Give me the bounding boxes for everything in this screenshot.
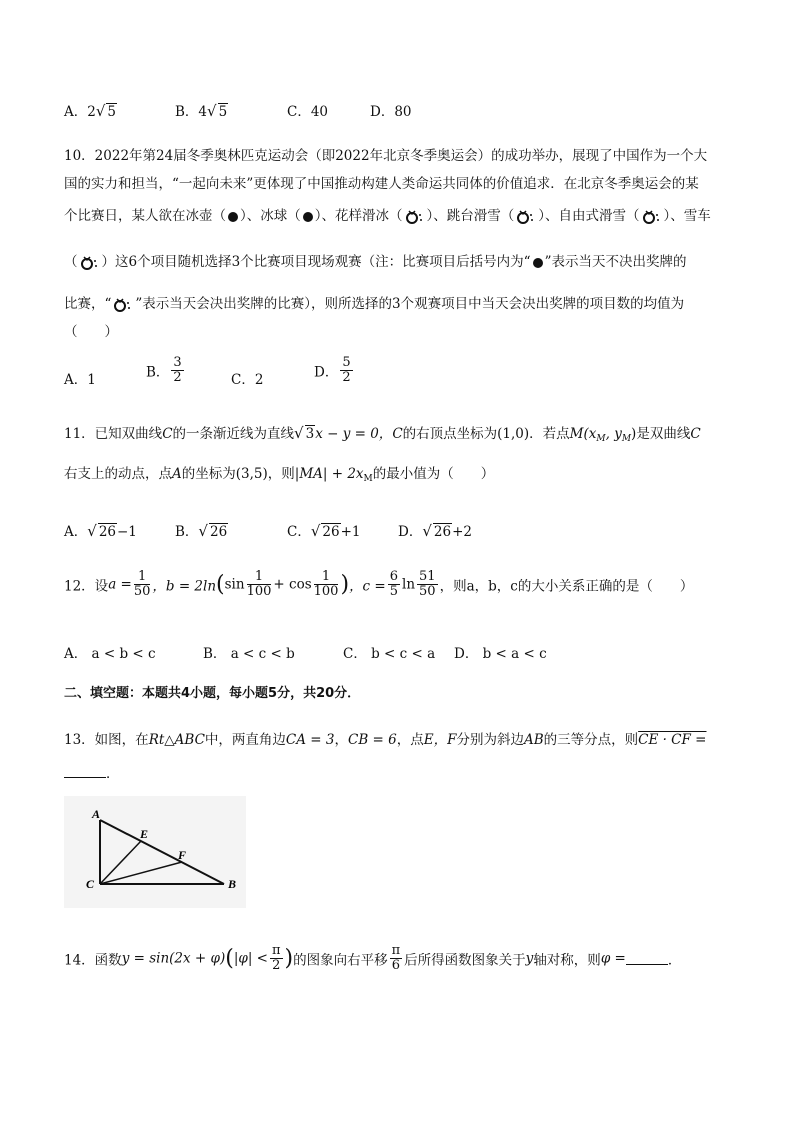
q12-option-c: C． b < c < a xyxy=(343,646,436,662)
no-medal-dot-icon xyxy=(228,212,238,222)
label-B: B xyxy=(228,877,237,891)
q12-option-d: D． b < a < c xyxy=(454,646,547,662)
q13-line-2: ． xyxy=(64,762,734,782)
q11-line-2: 右支上的动点，点A的坐标为(3,5)，则$|MA| + 2x_M$的最小值为（ ） xyxy=(64,466,495,484)
q11-option-a: A．√ 26−1 xyxy=(64,522,137,540)
medal-icon xyxy=(113,297,133,313)
q9-option-c: C．40 xyxy=(287,104,329,120)
q10-option-d: D． $\frac{5}{2}$ xyxy=(314,355,351,385)
q11-option-c: C．√ 26+1 xyxy=(287,522,361,540)
q12-option-a: A． a < b < c xyxy=(64,646,156,662)
q12-line: 12．设a = $\frac{1}{50}$ ，b = 2ln(sin $\frac{1}{100}$ + cos $\frac{1}{100}$ )，c = $\frac{6}{5}$ ln $\frac{51}{50}$ ，则a，b，c的大小关系正确的是（ ） xyxy=(64,569,694,599)
q10-line-2: 国的实力和担当，“一起向未来”更体现了中国推动构建人类命运共同体的价值追求．在北京冬季奥运会的某 xyxy=(64,176,699,192)
medal-icon xyxy=(516,209,536,225)
answer-blank xyxy=(626,952,668,965)
medal-icon xyxy=(642,209,662,225)
q10-line-6: （ ） xyxy=(64,324,118,340)
q10-line-5: 比赛，“ ”表示当天会决出奖牌的比赛），则所选择的3个观赛项目中当天会决出奖牌的项目数的均值为 xyxy=(64,296,685,312)
q13-line-1: 13．如图，在Rt△ABC中，两直角边CA = 3，CB = 6，点E，F分别为斜边AB的三等分点，则CE · CF = xyxy=(64,732,707,748)
q13-triangle-figure xyxy=(64,796,246,908)
q10-line-3: 个比赛日，某人欲在冰壶（ ）、冰球（ ）、花样滑冰（ ）、跳台滑雪（ ）、自由式滑雪（ ）、雪车 xyxy=(64,208,711,224)
medal-icon xyxy=(405,209,425,225)
q9-option-b: B．4√ 5 xyxy=(175,102,228,120)
q9-option-a: A．2√ 5 xyxy=(64,102,116,120)
q9-option-d: D．80 xyxy=(370,104,412,120)
q10-line-1: 10．2022年第24届冬季奥林匹克运动会（即2022年北京冬季奥运会）的成功举办，展现了中国作为一个大 xyxy=(64,148,708,164)
label-A: A xyxy=(92,807,101,821)
q11-line-1: 11．已知双曲线C的一条渐近线为直线√ 3x − y = 0，C的右顶点坐标为(1,0)．若点$M(x_M$, $y_M$)是双曲线C xyxy=(64,424,701,444)
q10-option-b: B． $\frac{3}{2}$ xyxy=(146,355,182,385)
q12-option-b: B． a < c < b xyxy=(203,646,295,662)
q10-line-4: （ ）这6个项目随机选择3个比赛项目现场观赛（注：比赛项目后括号内为“ ”表示当天不决出奖牌的 xyxy=(64,254,687,270)
no-medal-dot-icon xyxy=(303,212,313,222)
label-E: E xyxy=(140,827,149,841)
label-C: C xyxy=(86,877,95,891)
q11-option-d: D．√ 26+2 xyxy=(398,522,472,540)
q11-option-b: B．√ 26 xyxy=(175,522,228,540)
q10-option-c: C．2 xyxy=(231,372,264,388)
medal-icon xyxy=(80,255,100,271)
q10-option-a: A．1 xyxy=(64,372,96,388)
section-heading-fill-blank: 二、填空题：本题共4小题，每小题5分，共20分． xyxy=(64,686,361,701)
q14-line: 14．函数y = sin(2x + φ)(|φ| < $\frac{\pi}{2}$ )的图象向右平移 $\frac{\pi}{6}$ 后所得函数图象关于y轴对称，则φ = ． xyxy=(64,943,682,973)
answer-blank xyxy=(64,765,106,778)
no-medal-dot-icon xyxy=(533,258,543,268)
label-F: F xyxy=(178,848,187,862)
